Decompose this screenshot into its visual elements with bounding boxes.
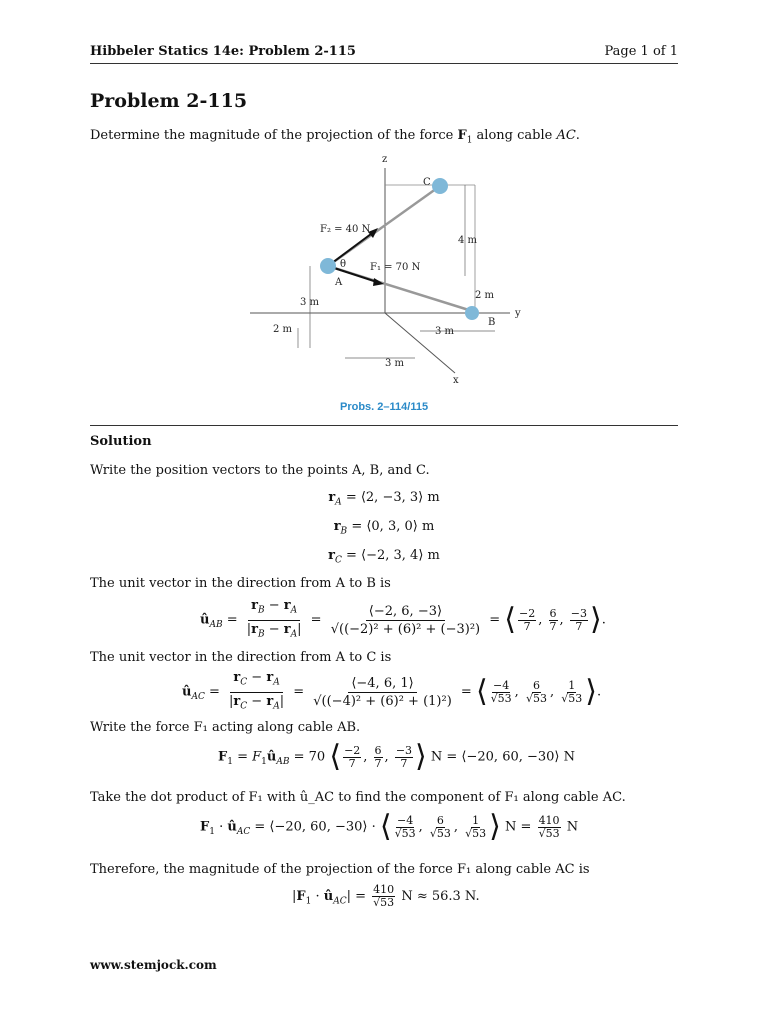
problem-title: Problem 2-115 — [90, 90, 248, 112]
header-title: Hibbeler Statics 14e: Problem 2-115 — [90, 44, 356, 59]
solution-heading: Solution — [90, 434, 152, 449]
label-b: B — [488, 317, 496, 328]
eq-ra: $r_A$ = ⟨2, −3, 3⟩ m — [328, 490, 440, 508]
eq-rc: $r_C$ = ⟨−2, 3, 4⟩ m — [328, 548, 440, 566]
point-b-joint — [465, 306, 479, 320]
problem-figure — [240, 148, 540, 418]
force-f2-arrow — [328, 231, 375, 266]
problem-statement: Determine the magnitude of the projection of the force $F_1$ along cable AC. — [90, 128, 580, 146]
label-f2: F₂ = 40 N — [320, 224, 371, 235]
label-y: y — [515, 308, 521, 319]
label-dim-2m-right: 2 m — [475, 290, 495, 301]
label-c: C — [423, 177, 431, 188]
label-a: A — [335, 277, 343, 288]
eq-force-f1: $F_1$ = $F_1û_{AB} = 70$ ⟨ $\frac{-2}{7}$ , $\frac{6}{7}$ , $\frac{-3}{7}$ ⟩ N = ⟨−20, 60, −30⟩ N — [218, 739, 576, 774]
label-theta: θ — [340, 259, 347, 270]
header-page: Page 1 of 1 — [604, 44, 678, 59]
eq-final: $|F_1$ · $û_{AC}|$ = $\frac{410}{√53}$ N ≈ 56.3 N. — [292, 883, 480, 909]
label-dim-3m-left: 3 m — [300, 297, 320, 308]
conclusion-text: Therefore, the magnitude of the projection of the force F₁ along cable AC is — [90, 862, 590, 877]
unit-ac-text: The unit vector in the direction from A to C is — [90, 650, 392, 665]
label-dim-3m-bottom: 3 m — [385, 358, 405, 369]
figure-caption: Probs. 2–114/115 — [340, 401, 429, 413]
eq-rb: $r_B$ = ⟨0, 3, 0⟩ m — [333, 519, 435, 537]
section-rule — [90, 425, 678, 426]
eq-dot: $F_1$ · $û_{AC}$ = ⟨−20, 60, −30⟩ · ⟨ $\frac{-4}{√53}$ , $\frac{6}{√53}$ , $\frac{1}{√53}$ ⟩ N = $\frac{410}{√53}$ N — [200, 809, 579, 844]
solution-intro: Write the position vectors to the points A, B, and C. — [90, 463, 430, 478]
label-dim-3m-right: 3 m — [435, 326, 455, 337]
eq-unit-ac: $û_{AC}$ = $\frac{r_C - r_A}{|r_C - r_A|}$ = $\frac{⟨-4, 6, 1⟩}{\text{√((−4)² + (6)² + (1)²)}}$ = ⟨ $\frac{-4}{√53}$ , $\frac{6}{√53}$ , $\frac{1}{√53}$ ⟩. — [182, 670, 602, 712]
point-a-joint — [320, 258, 336, 274]
label-f1: F₁ = 70 N — [370, 262, 421, 273]
footer-site: www.stemjock.com — [90, 958, 217, 972]
unit-ab-text: The unit vector in the direction from A to B is — [90, 576, 391, 591]
dot-text: Take the dot product of F₁ with û_AC to find the component of F₁ along cable AC. — [90, 790, 626, 805]
eq-unit-ab: $û_{AB}$ = $\frac{r_B - r_A}{|r_B - r_A|}$ = $\frac{⟨-2, 6, -3⟩}{\text{√((−2)² + (6)² + (−3)²)}}$ = ⟨ $\frac{-2}{7}$ , $\frac{6}{7}$ , $\frac{-3}{7}$ ⟩. — [200, 598, 606, 640]
force-text: Write the force F₁ acting along cable AB. — [90, 720, 361, 735]
label-z: z — [382, 154, 388, 165]
label-dim-4m: 4 m — [458, 235, 478, 246]
label-dim-2m-left: 2 m — [273, 324, 293, 335]
label-x: x — [453, 375, 459, 386]
point-c-joint — [432, 178, 448, 194]
header-rule — [90, 63, 678, 64]
